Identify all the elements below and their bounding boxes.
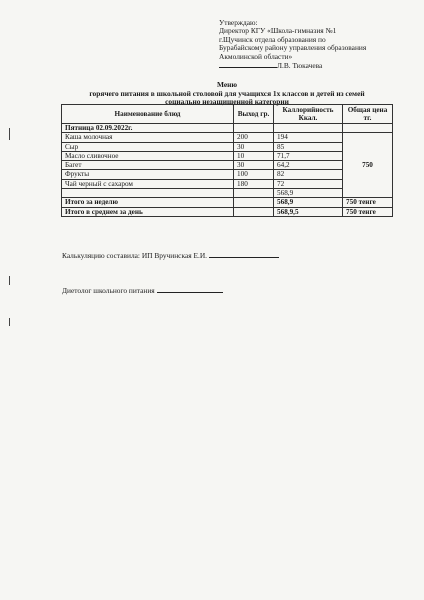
dish-calories: 64,2 bbox=[274, 161, 343, 170]
dish-calories: 82 bbox=[274, 170, 343, 179]
header-calories: Каллорийность Ккал. bbox=[274, 105, 343, 124]
menu-subtitle-line: горячего питания в школьной столовой для учащихся 1х классов и детей из семей bbox=[89, 88, 365, 98]
approval-line: Бурабайскому району управления образования bbox=[219, 43, 367, 53]
dish-weight: 30 bbox=[234, 142, 274, 151]
dish-name: Масло сливочное bbox=[62, 151, 234, 160]
table-header-row bbox=[62, 105, 393, 124]
dish-weight: 200 bbox=[234, 133, 274, 142]
empty-cell bbox=[234, 189, 274, 198]
approval-block bbox=[219, 19, 419, 70]
dish-calories: 71,7 bbox=[274, 151, 343, 160]
header-name: Наименование блюд bbox=[62, 105, 234, 124]
scan-mark bbox=[9, 276, 10, 285]
header-weight: Выход гр. bbox=[234, 105, 274, 124]
dish-name: Фрукты bbox=[62, 170, 234, 179]
signer-name: Л.В. Тюкачева bbox=[277, 61, 323, 71]
avg-total-label: Итого в среднем за день bbox=[62, 207, 234, 216]
approval-line: Директор КГУ «Школа-гимназия №1 bbox=[219, 26, 337, 36]
price-total: 750 bbox=[343, 133, 393, 198]
dish-name: Сыр bbox=[62, 142, 234, 151]
header-price: Общая цена тг. bbox=[343, 105, 393, 124]
dish-calories: 85 bbox=[274, 142, 343, 151]
avg-total-calories: 568,9,5 bbox=[274, 207, 343, 216]
dish-calories: 194 bbox=[274, 133, 343, 142]
menu-subtitle-line: социально незащищенной категории bbox=[165, 97, 289, 107]
dish-name: Каша молочная bbox=[62, 133, 234, 142]
menu-table bbox=[61, 104, 393, 217]
dish-weight: 180 bbox=[234, 179, 274, 188]
approval-signature bbox=[219, 61, 419, 70]
subtotal-calories: 568,9 bbox=[274, 189, 343, 198]
signature-line bbox=[157, 286, 223, 293]
approval-line: Утверждаю: bbox=[219, 18, 258, 27]
scan-mark bbox=[9, 318, 10, 326]
empty-cell bbox=[274, 124, 343, 133]
calc-label: Калькуляцию составила: ИП Вручинская Е.И. bbox=[62, 251, 208, 260]
week-total-row bbox=[62, 198, 393, 207]
menu-title: Меню bbox=[216, 80, 238, 89]
dish-calories: 72 bbox=[274, 179, 343, 188]
empty-cell bbox=[343, 124, 393, 133]
calc-signature bbox=[62, 251, 279, 260]
signature-line bbox=[209, 251, 279, 258]
dish-name: Чай черный с сахаром bbox=[62, 179, 234, 188]
dish-weight: 100 bbox=[234, 170, 274, 179]
signature-line bbox=[219, 61, 277, 68]
dish-name: Багет bbox=[62, 161, 234, 170]
day-label: Пятница 02.09.2022г. bbox=[62, 124, 234, 133]
dietitian-label: Диетолог школьного питания bbox=[62, 286, 155, 295]
dish-weight: 10 bbox=[234, 151, 274, 160]
week-total-calories: 568,9 bbox=[274, 198, 343, 207]
table-row bbox=[62, 133, 393, 142]
empty-cell bbox=[62, 189, 234, 198]
approval-line: Акмолинской области» bbox=[219, 51, 293, 61]
empty-cell bbox=[234, 124, 274, 133]
approval-line: г.Щучинск отдела образования по bbox=[219, 34, 326, 44]
menu-heading bbox=[62, 81, 392, 107]
dish-weight: 30 bbox=[234, 161, 274, 170]
avg-total-row bbox=[62, 207, 393, 216]
empty-cell bbox=[234, 207, 274, 216]
week-total-label: Итого за неделю bbox=[62, 198, 234, 207]
dietitian-signature bbox=[62, 286, 223, 295]
scan-mark bbox=[9, 128, 10, 140]
day-row bbox=[62, 124, 393, 133]
week-total-price: 750 тенге bbox=[343, 198, 393, 207]
avg-total-price: 750 тенге bbox=[343, 207, 393, 216]
empty-cell bbox=[234, 198, 274, 207]
